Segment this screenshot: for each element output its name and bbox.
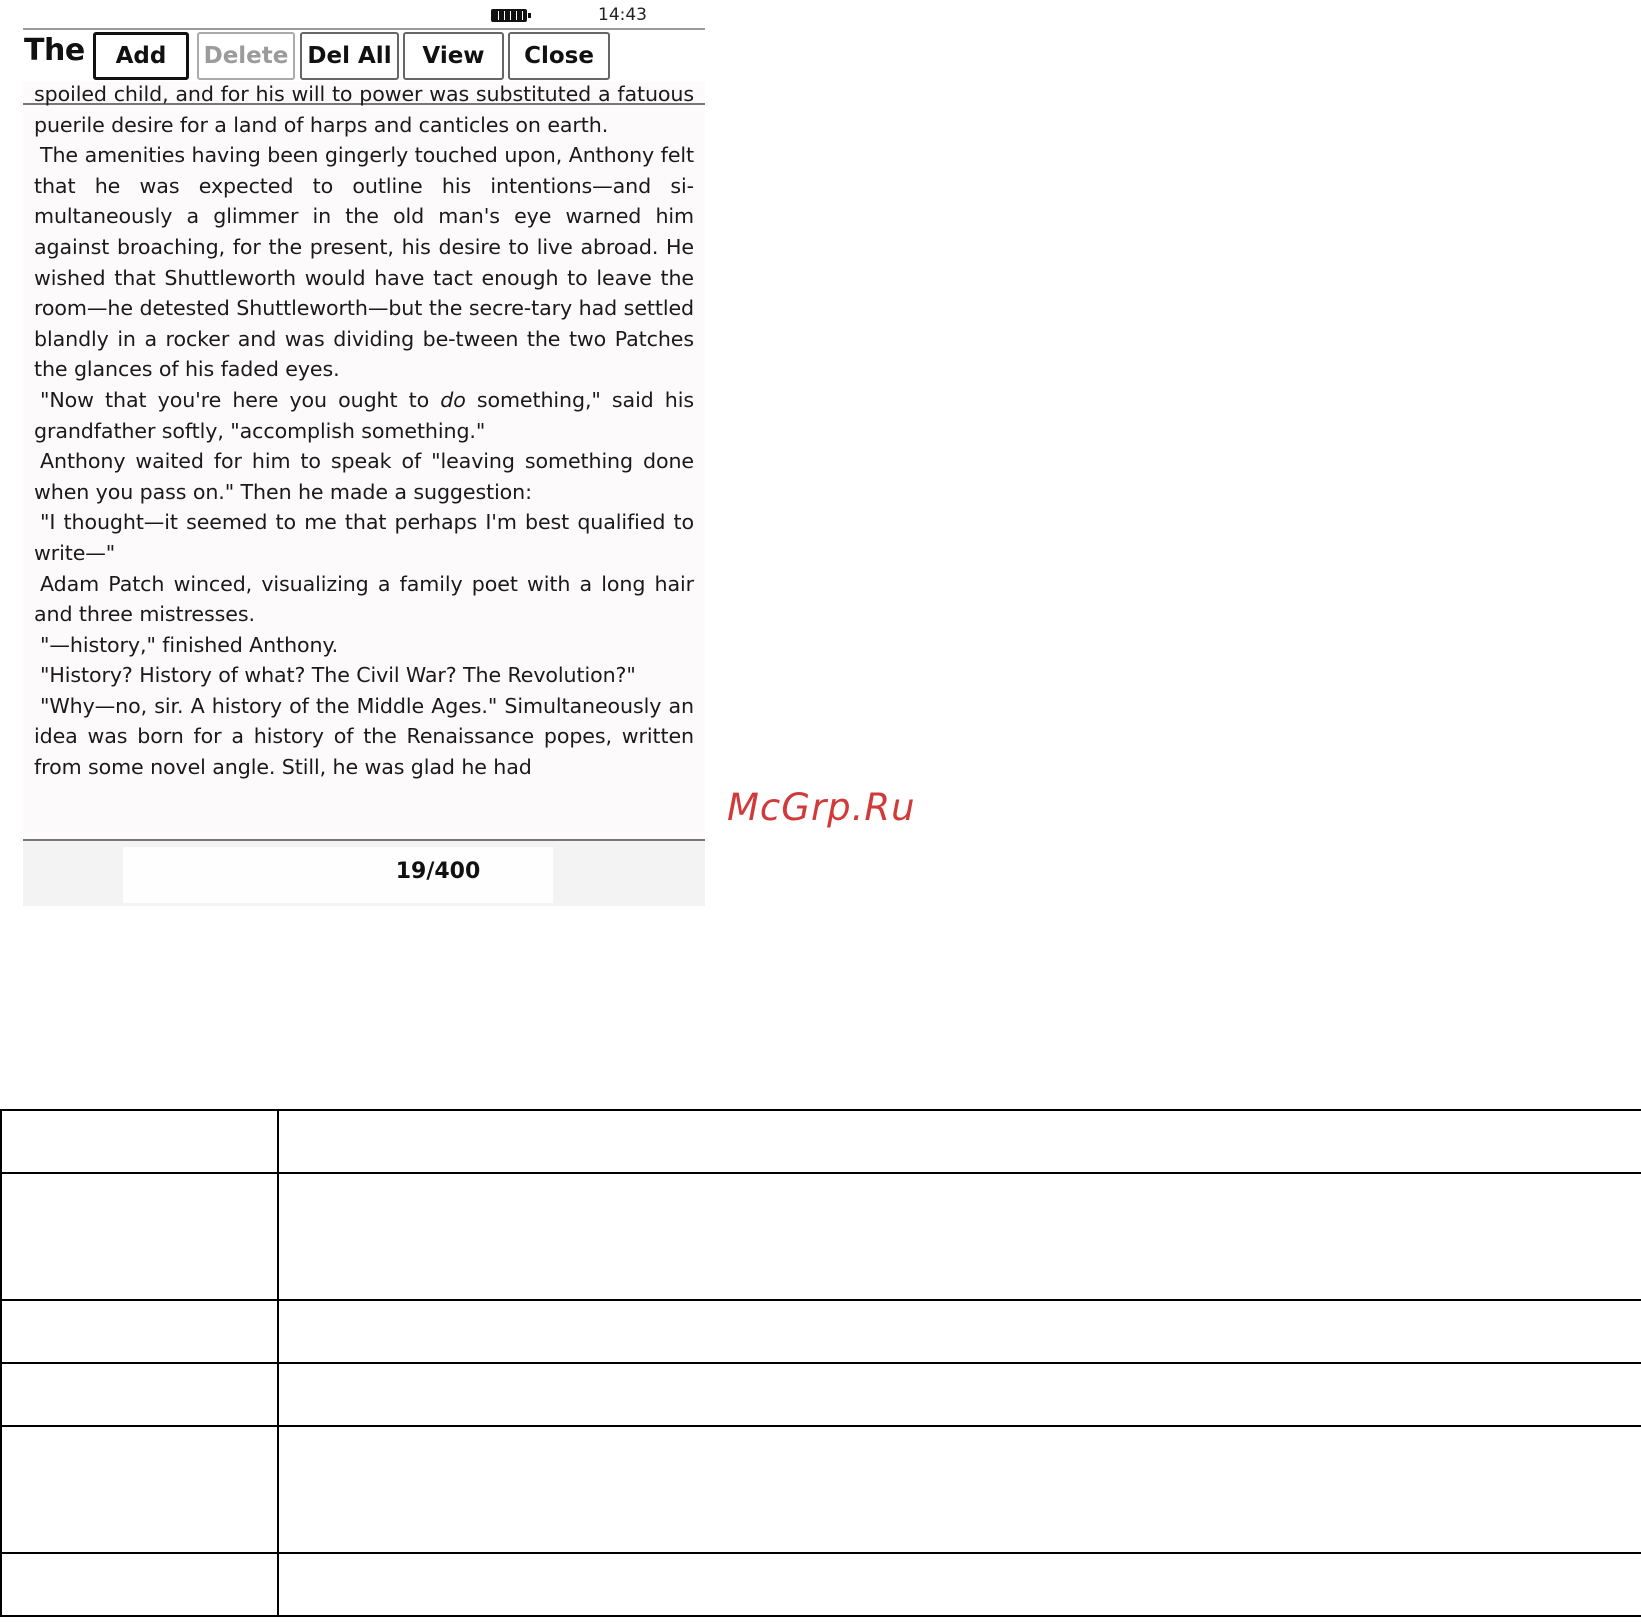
paragraph: "I thought—it seemed to me that perhaps I'm best qualified to write—" bbox=[34, 510, 694, 565]
table-cell bbox=[278, 1426, 1641, 1553]
table-cell bbox=[1, 1300, 278, 1363]
paragraph: "—history," finished Anthony. bbox=[40, 632, 339, 657]
close-button[interactable]: Close bbox=[508, 32, 610, 80]
watermark: McGrp.Ru bbox=[727, 786, 916, 829]
book-page-text bbox=[34, 79, 694, 783]
add-bookmark-button[interactable]: Add bbox=[93, 32, 189, 80]
empty-table bbox=[0, 1109, 1641, 1617]
paragraph: "Now that you're here you ought to do something," said his grandfather softly, "accomplish something." bbox=[34, 387, 694, 443]
paragraph: The amenities having been gingerly touched upon, Anthony felt that he was expected to outline his intentions—and si-multaneously a glimmer in the old man's eye warned him against broaching, for the present, his desire to live abroad. He wished that Shuttleworth would have tact enough to leave the room—he detested Shuttleworth—but the secre-tary had settled blandly in a rocker and was dividing be-tween the two Patches the glances of his faded eyes. bbox=[34, 143, 694, 382]
table-cell bbox=[278, 1363, 1641, 1426]
table-cell bbox=[278, 1553, 1641, 1616]
table-row bbox=[1, 1426, 1641, 1553]
table-cell bbox=[278, 1300, 1641, 1363]
delete-all-bookmarks-button[interactable]: Del All bbox=[300, 32, 399, 80]
table-cell bbox=[278, 1173, 1641, 1300]
table-row bbox=[1, 1110, 1641, 1173]
clock: 14:43 bbox=[598, 5, 647, 25]
table-row bbox=[1, 1553, 1641, 1616]
status-bar bbox=[23, 0, 705, 30]
table-cell bbox=[1, 1553, 278, 1616]
table-cell bbox=[1, 1363, 278, 1426]
table-cell bbox=[1, 1173, 278, 1300]
paragraph: "Why—no, sir. A history of the Middle Ages." Simultaneously an idea was born for a history of the Renaissance popes, written from some novel angle. Still, he was glad he had bbox=[34, 693, 694, 780]
paragraph: Anthony waited for him to speak of "leaving something done when you pass on." Then he made a suggestion: bbox=[34, 449, 694, 504]
view-bookmarks-button[interactable]: View bbox=[403, 32, 504, 80]
table-cell bbox=[1, 1426, 278, 1553]
book-title: The bbox=[24, 33, 85, 68]
table-row bbox=[1, 1363, 1641, 1426]
battery-full-icon bbox=[491, 9, 527, 22]
table-row bbox=[1, 1300, 1641, 1363]
bookmark-toolbar bbox=[23, 30, 705, 82]
ereader-screen bbox=[23, 0, 705, 906]
paragraph: spoiled child, and for his will to power was substituted a fatuous puerile desire for a land of harps and canticles on earth. bbox=[34, 82, 694, 137]
table-cell bbox=[278, 1110, 1641, 1173]
page-counter: 19/400 bbox=[395, 859, 481, 884]
page-footer bbox=[23, 841, 705, 906]
table-cell bbox=[1, 1110, 278, 1173]
paragraph: "History? History of what? The Civil War? The Revolution?" bbox=[40, 663, 636, 688]
table-row bbox=[1, 1173, 1641, 1300]
paragraph: Adam Patch winced, visualizing a family poet with a long hair and three mistresses. bbox=[34, 571, 694, 627]
delete-bookmark-button[interactable]: Delete bbox=[197, 32, 295, 80]
